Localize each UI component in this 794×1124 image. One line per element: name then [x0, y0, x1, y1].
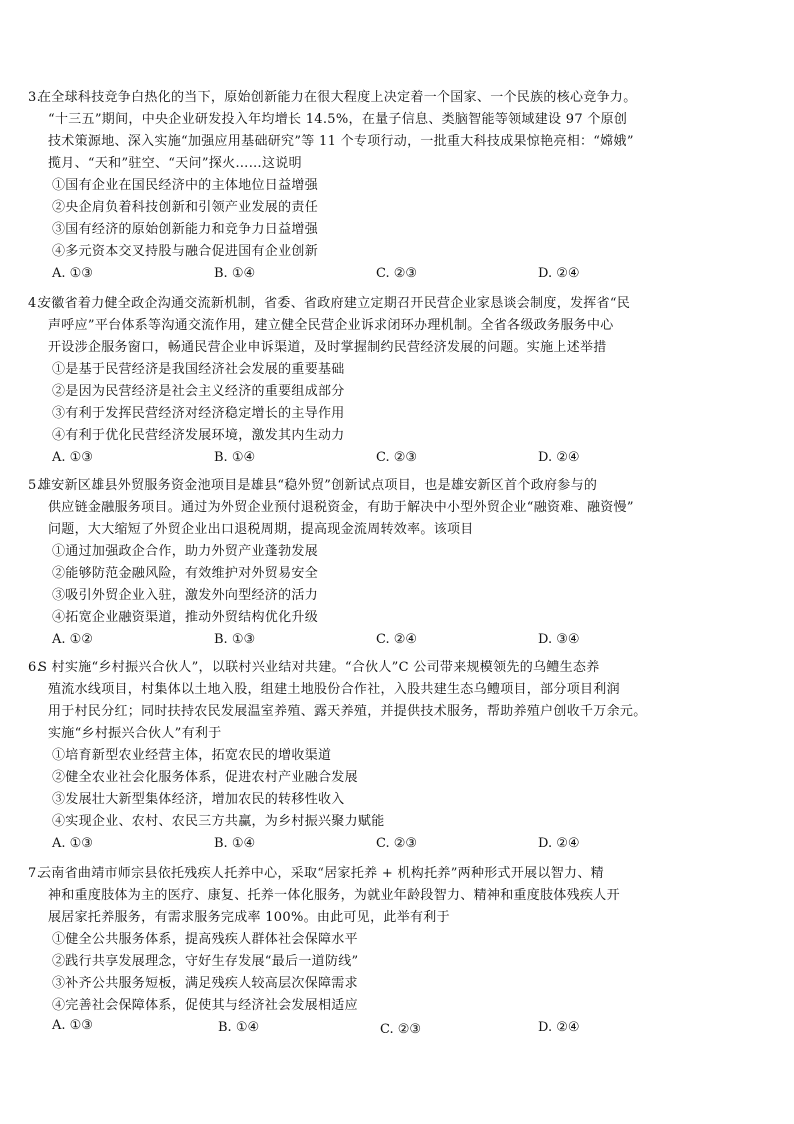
statement-item: ③国有经济的原始创新能力和竞争力日益增强: [52, 222, 319, 237]
question-number: 7.: [28, 866, 42, 881]
question-stem-line: 神和重度肢体为主的医疗、康复、托养一体化服务，为就业年龄段智力、精神和重度肢体残疾人开: [48, 888, 620, 903]
statement-item: ①健全公共服务体系，提高残疾人群体社会保障水平: [52, 932, 358, 947]
question-stem-line: 开设涉企服务窗口，畅通民营企业申诉渠道，及时掌握制约民营经济发展的问题。实施上述举措: [48, 340, 607, 355]
choice-b[interactable]: B. ①③: [214, 632, 256, 647]
question-stem-line: 揽月、“天和”驻空、“天问”探火……这说明: [48, 156, 302, 171]
statement-item: ②央企肩负着科技创新和引领产业发展的责任: [52, 200, 319, 215]
statement-item: ①培育新型农业经营主体，拓宽农民的增收渠道: [52, 748, 332, 763]
question-stem-line: 在全球科技竞争白热化的当下，原始创新能力在很大程度上决定着一个国家、一个民族的核心竞争力。: [38, 90, 637, 105]
statement-item: ④实现企业、农村、农民三方共赢，为乡村振兴聚力赋能: [52, 814, 385, 829]
question-stem-line: 安徽省着力健全政企沟通交流新机制，省委、省政府建立定期召开民营企业家恳谈会制度，发挥省“民: [38, 296, 631, 311]
choice-c[interactable]: C. ②③: [376, 836, 418, 851]
choice-d[interactable]: D. ②④: [538, 266, 580, 281]
question-3: [28, 88, 768, 281]
choice-d[interactable]: D. ③④: [538, 632, 580, 647]
statement-item: ③吸引外贸企业入驻，激发外向型经济的活力: [52, 588, 319, 603]
statement-item: ①是基于民营经济是我国经济社会发展的重要基础: [52, 362, 345, 377]
question-stem-line: 技术策源地、深入实施“加强应用基础研究”等 11 个专项行动，一批重大科技成果惊艳亮相：“嫦娥”: [48, 134, 634, 149]
choice-a[interactable]: A. ①③: [52, 450, 93, 465]
question-number: 4.: [28, 296, 42, 311]
statement-item: ④有利于优化民营经济发展环境，激发其内生动力: [52, 428, 345, 443]
choice-c[interactable]: C. ②③: [380, 1022, 422, 1037]
choice-b[interactable]: B. ①④: [214, 836, 256, 851]
choice-c[interactable]: C. ②④: [376, 632, 418, 647]
question-stem-line: 雄安新区雄县外贸服务资金池项目是雄县“稳外贸”创新试点项目，也是雄安新区首个政府参与的: [38, 478, 598, 493]
statement-item: ②能够防范金融风险，有效维护对外贸易安全: [52, 566, 319, 581]
statement-item: ①国有企业在国民经济中的主体地位日益增强: [52, 178, 319, 193]
question-stem-line: 问题，大大缩短了外贸企业出口退税周期，提高现金流周转效率。该项目: [48, 522, 474, 537]
question-stem-line: 云南省曲靖市师宗县依托残疾人托养中心，采取“居家托养 + 机构托养”两种形式开展以智力、精: [38, 866, 604, 881]
choice-d[interactable]: D. ②④: [538, 836, 580, 851]
choice-b[interactable]: B. ①④: [218, 1020, 260, 1035]
statement-item: ②践行共享发展理念，守好生存发展“最后一道防线”: [52, 954, 359, 969]
question-number: 5.: [28, 478, 42, 493]
statement-item: ④完善社会保障体系，促使其与经济社会发展相适应: [52, 998, 358, 1013]
statement-item: ③有利于发挥民营经济对经济稳定增长的主导作用: [52, 406, 345, 421]
statement-item: ②健全农业社会化服务体系，促进农村产业融合发展: [52, 770, 358, 785]
question-stem-line: 声呼应”平台体系等沟通交流作用，建立健全民营企业诉求闭环办理机制。全省各级政务服务中心: [48, 318, 614, 333]
choice-c[interactable]: C. ②③: [376, 450, 418, 465]
statement-item: ②是因为民营经济是社会主义经济的重要组成部分: [52, 384, 345, 399]
question-5: [28, 476, 768, 647]
choice-b[interactable]: B. ①④: [214, 450, 256, 465]
choice-c[interactable]: C. ②③: [376, 266, 418, 281]
question-6: [28, 658, 768, 851]
question-stem-line: 实施“乡村振兴合伙人”有利于: [48, 726, 222, 741]
statement-item: ③补齐公共服务短板，满足残疾人较高层次保障需求: [52, 976, 358, 991]
question-stem-line: 殖流水线项目，村集体以土地入股，组建土地股份合作社，入股共建生态乌鳢项目，部分项目利润: [48, 682, 620, 697]
question-number: 6.: [28, 660, 42, 675]
choice-a[interactable]: A. ①③: [52, 836, 93, 851]
choice-b[interactable]: B. ①④: [214, 266, 256, 281]
question-stem-line: 供应链金融服务项目。通过为外贸企业预付退税资金，有助于解决中小型外贸企业“融资难、融资慢”: [48, 500, 634, 515]
question-stem-line: “十三五”期间，中央企业研发投入年均增长 14.5%，在量子信息、类脑智能等领域建设 97 个原创: [48, 112, 628, 127]
question-stem-line: 展居家托养服务，有需求服务完成率 100%。由此可见，此举有利于: [48, 910, 450, 925]
question-stem-line: 用于村民分红；同时扶持农民发展温室养殖、露天养殖，并提供技术服务，帮助养殖户创收千万余元。: [48, 704, 647, 719]
question-7: [28, 864, 768, 1037]
statement-item: ①通过加强政企合作，助力外贸产业蓬勃发展: [52, 544, 319, 559]
choice-a[interactable]: A. ①②: [52, 632, 93, 647]
choice-a[interactable]: A. ①③: [52, 266, 93, 281]
choice-a[interactable]: A. ①③: [52, 1018, 93, 1033]
choice-d[interactable]: D. ②④: [538, 1020, 580, 1035]
question-stem-line: S 村实施“乡村振兴合伙人”，以联村兴业结对共建。“合伙人”C 公司带来规模领先的乌鳢生态养: [38, 660, 600, 675]
choice-d[interactable]: D. ②④: [538, 450, 580, 465]
question-number: 3.: [28, 90, 42, 105]
statement-item: ④多元资本交叉持股与融合促进国有企业创新: [52, 244, 319, 259]
statement-item: ③发展壮大新型集体经济，增加农民的转移性收入: [52, 792, 345, 807]
statement-item: ④拓宽企业融资渠道，推动外贸结构优化升级: [52, 610, 319, 625]
question-4: [28, 294, 768, 465]
